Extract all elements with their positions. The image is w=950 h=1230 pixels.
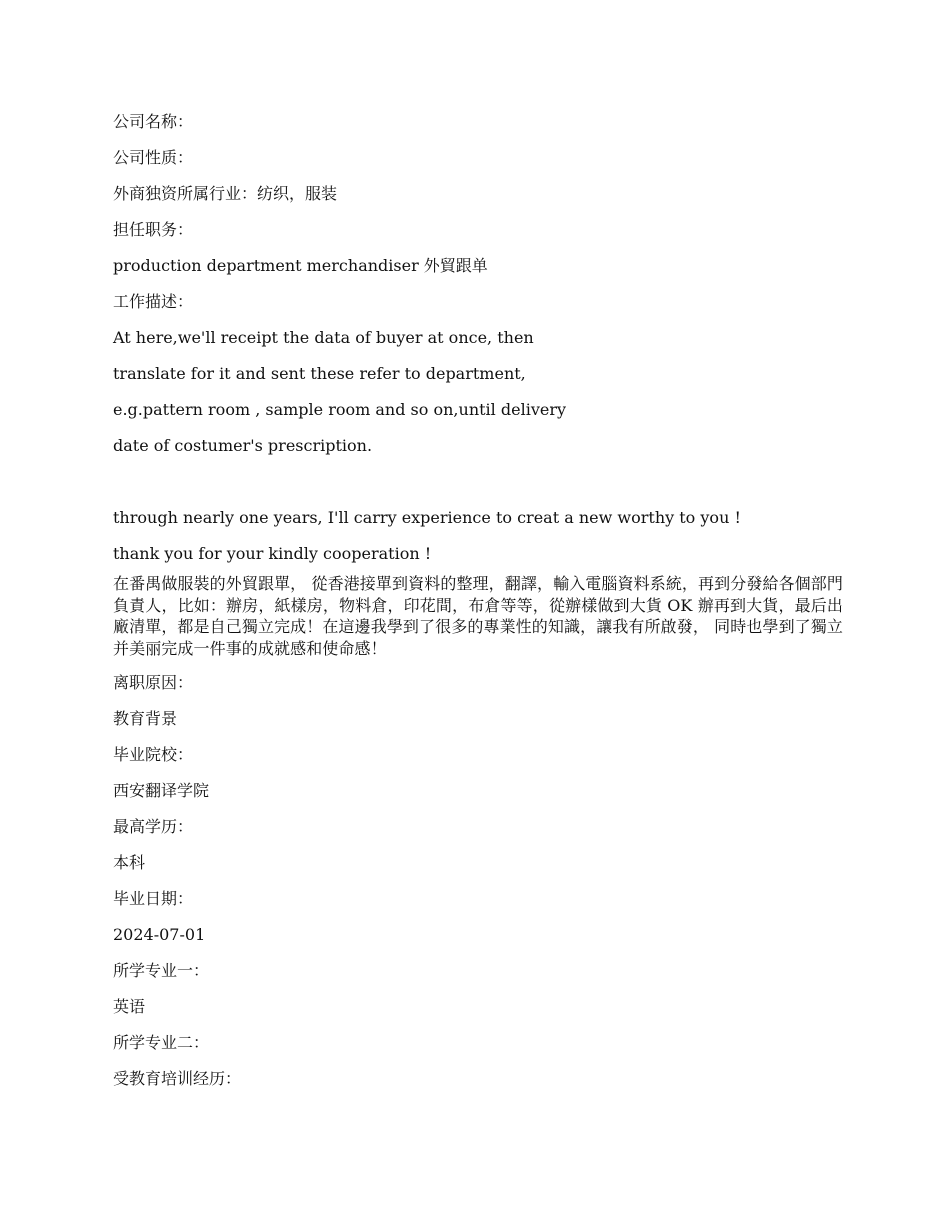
- graduation-date-value: 2024-07-01: [113, 925, 206, 944]
- major-two-label: 所学专业二：: [113, 1033, 210, 1052]
- major-one-value: 英语: [113, 997, 146, 1016]
- description-line: e.g.pattern room , sample room and so on,until delivery: [113, 400, 567, 419]
- school-label: 毕业院校：: [113, 745, 194, 764]
- work-experience-paragraph: 在番禺做服裝的外貿跟單， 從香港接單到資料的整理，翻譯，輸入電腦資料系統，再到分發給各個部門負責人，比如：辦房，紙樣房，物料倉，印花間，布倉等等，從辦樣做到大貨 OK 辦再到大貨，最后出廠清單，都是自己獨立完成！在這邊我學到了很多的專業性的知識，讓我有所啟發， 同時也學到了獨立并美丽完成一件事的成就感和使命感！: [113, 574, 843, 658]
- degree-value: 本科: [113, 853, 146, 872]
- description-line: date of costumer's prescription.: [113, 436, 373, 455]
- job-description-label: 工作描述：: [113, 292, 194, 311]
- company-name-label: 公司名称：: [113, 112, 194, 131]
- education-heading: 教育背景: [113, 709, 178, 728]
- major-one-label: 所学专业一：: [113, 961, 210, 980]
- document-page: [113, 112, 843, 1105]
- closing-line: thank you for your kindly cooperation !: [113, 544, 432, 563]
- description-line: translate for it and sent these refer to department,: [113, 364, 526, 383]
- description-line: At here,we'll receipt the data of buyer at once, then: [113, 328, 534, 347]
- blank-line: [113, 472, 843, 508]
- leaving-reason-label: 离职原因：: [113, 673, 194, 692]
- company-type-label: 公司性质：: [113, 148, 194, 167]
- industry-line: 外商独资所属行业：纺织，服装: [113, 184, 338, 203]
- position-label: 担任职务：: [113, 220, 194, 239]
- position-value: production department merchandiser 外貿跟单: [113, 256, 488, 275]
- degree-label: 最高学历：: [113, 817, 194, 836]
- graduation-date-label: 毕业日期：: [113, 889, 194, 908]
- training-label: 受教育培训经历：: [113, 1069, 242, 1088]
- school-value: 西安翻译学院: [113, 781, 210, 800]
- closing-line: through nearly one years, I'll carry experience to creat a new worthy to you !: [113, 508, 741, 527]
